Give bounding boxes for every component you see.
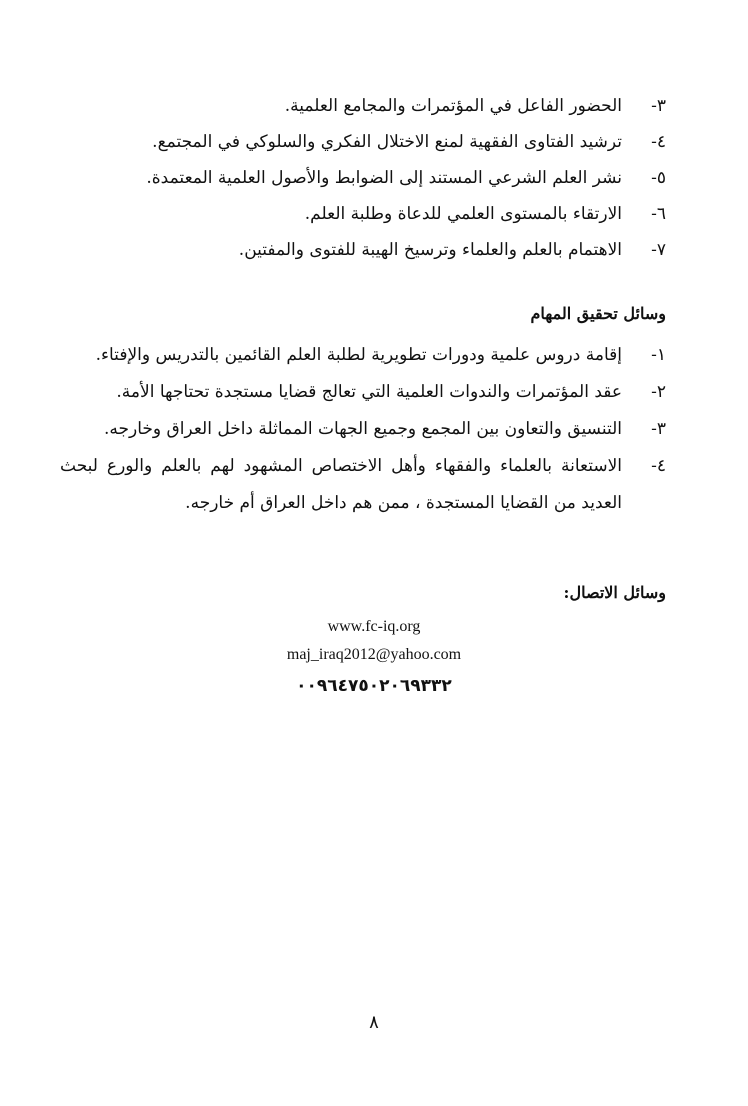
list-item xyxy=(60,160,666,196)
item-number: ٧- xyxy=(651,240,666,260)
tasks-list xyxy=(60,337,666,522)
item-number: ٦- xyxy=(651,204,666,224)
item-number: ٤- xyxy=(651,132,666,152)
item-text: الاستعانة بالعلماء والفقهاء وأهل الاختصاص المشهود لهم بالعلم والورع لبحث العديد من القضايا المستجدة ، ممن هم داخل العراق أم خارجه. xyxy=(60,456,622,513)
phone-number: ٠٠٩٦٤٧٥٠٢٠٦٩٣٣٢ xyxy=(296,676,452,696)
item-number: ٤- xyxy=(651,456,666,476)
list-item xyxy=(60,337,666,374)
goals-list xyxy=(60,88,666,268)
email-link[interactable]: maj_iraq2012@yahoo.com xyxy=(286,646,462,663)
item-text: ترشيد الفتاوى الفقهية لمنع الاختلال الفكري والسلوكي في المجتمع. xyxy=(152,132,622,152)
page-number: ٨ xyxy=(369,1012,379,1033)
item-number: ٣- xyxy=(651,96,666,116)
item-text: الاهتمام بالعلم والعلماء وترسيخ الهيبة للفتوى والمفتين. xyxy=(238,240,622,260)
list-item xyxy=(60,88,666,124)
item-text: الارتقاء بالمستوى العلمي للدعاة وطلبة العلم. xyxy=(304,204,622,224)
list-item xyxy=(60,411,666,448)
list-item xyxy=(60,374,666,411)
list-item xyxy=(60,448,666,522)
item-text: الحضور الفاعل في المؤتمرات والمجامع العلمية. xyxy=(284,96,622,116)
item-number: ٢- xyxy=(651,382,666,402)
item-text: عقد المؤتمرات والندوات العلمية التي تعالج قضايا مستجدة تحتاجها الأمة. xyxy=(116,382,622,402)
list-item xyxy=(60,232,666,268)
section-heading-tasks: وسائل تحقيق المهام xyxy=(530,304,666,323)
list-item xyxy=(60,124,666,160)
section-heading-contact: وسائل الاتصال: xyxy=(563,583,666,602)
item-text: نشر العلم الشرعي المستند إلى الضوابط والأصول العلمية المعتمدة. xyxy=(146,168,622,188)
item-text: التنسيق والتعاون بين المجمع وجميع الجهات المماثلة داخل العراق وخارجه. xyxy=(103,419,622,439)
list-item xyxy=(60,196,666,232)
website-link[interactable]: www.fc-iq.org xyxy=(327,618,421,635)
item-text: إقامة دروس علمية ودورات تطويرية لطلبة العلم القائمين بالتدريس والإفتاء. xyxy=(95,345,622,365)
item-number: ١- xyxy=(651,345,666,365)
item-number: ٣- xyxy=(651,419,666,439)
item-number: ٥- xyxy=(651,168,666,188)
